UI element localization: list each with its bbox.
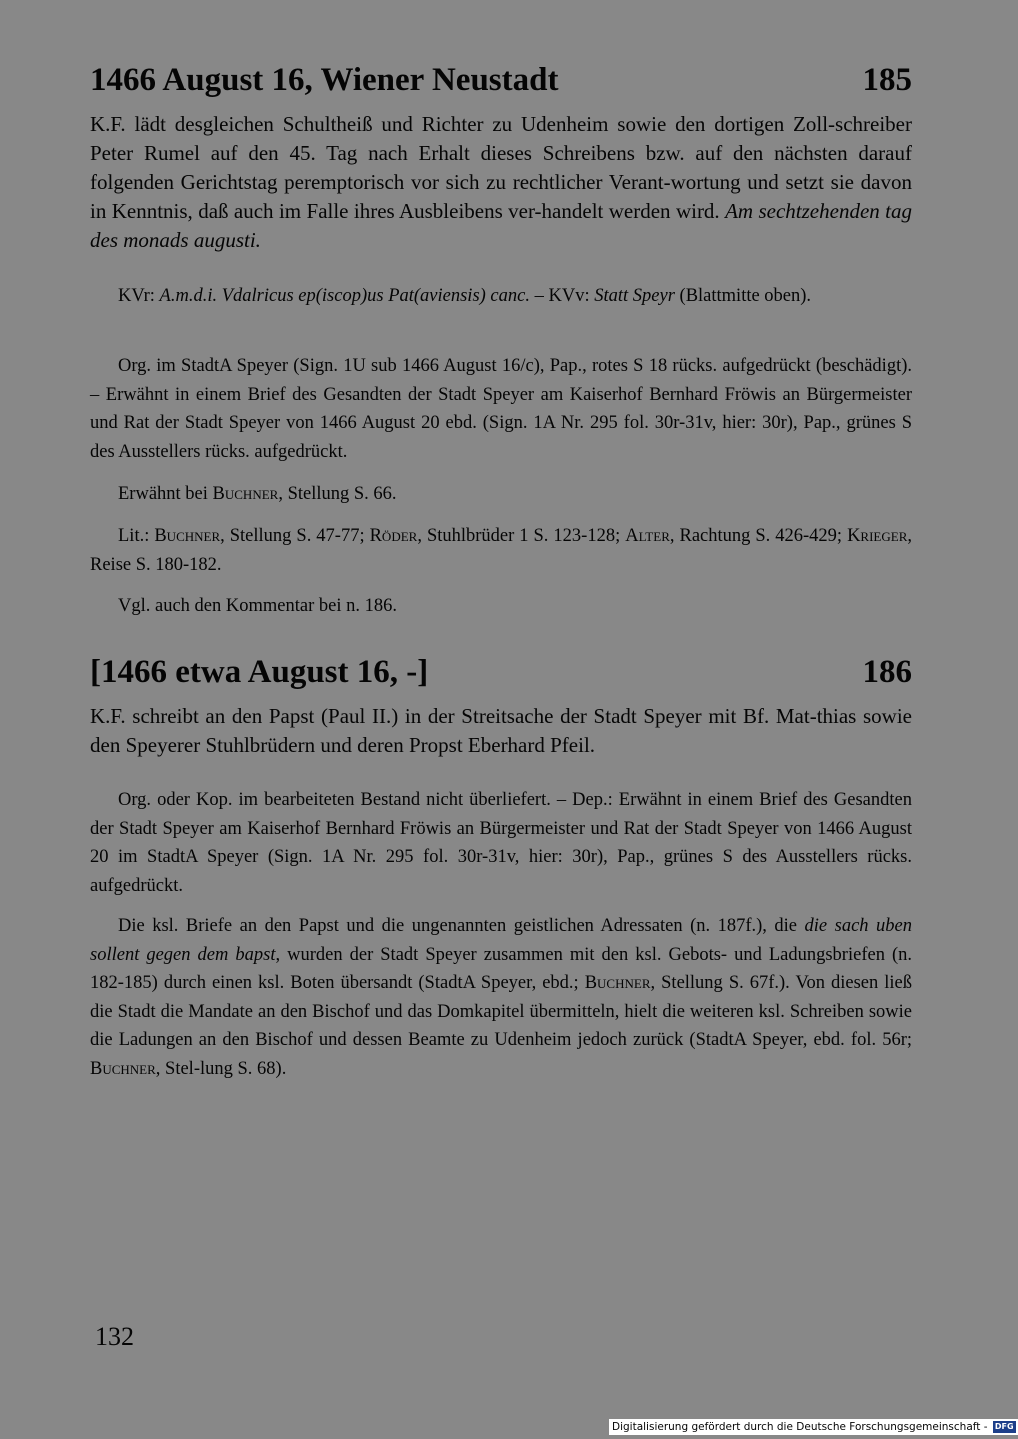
- entry-186-number: 186: [862, 654, 912, 690]
- vgl-text: Vgl. auch den Kommentar bei n. 186.: [118, 596, 397, 616]
- comment-quote: die sach uben sollent gegen dem bapst: [90, 916, 912, 965]
- lit-text-4: , Reise S. 180-182.: [90, 526, 912, 575]
- entry-185-erwaehnt: [90, 480, 912, 509]
- entry-186-source: [90, 786, 912, 900]
- source-text: Org. oder Kop. im bearbeiteten Bestand nicht überliefert. – Dep.: Erwähnt in einem Brief des Gesandten der Stadt Speyer am Kaiserhof Bernhard Fröwis an Bürgermeister und Rat der Stadt Speyer von 1466 August 20 im StadtA Speyer (Sign. 1A Nr. 295 fol. 30r-31v, hier: 30r), Pap., grünes S des Ausstellers rücks. aufgedrückt.: [90, 790, 912, 896]
- entry-185-source: [90, 352, 912, 466]
- kv-recto-text: A.m.d.i. Vdalricus ep(iscop)us Pat(aviensis) canc.: [159, 286, 530, 306]
- lit-author-1: Buchner: [154, 526, 221, 546]
- lit-text-3: , Rachtung S. 426-429;: [669, 526, 848, 546]
- page-number: 132: [95, 1322, 134, 1351]
- entry-185-date: 1466 August 16, Wiener Neustadt: [90, 62, 559, 98]
- entry-185-regest: [90, 110, 912, 255]
- kv-tail: (Blattmitte oben).: [679, 286, 812, 306]
- lit-author-4: Krieger: [847, 526, 908, 546]
- erwaehnt-rest: , Stellung S. 66.: [278, 484, 397, 504]
- comment-text-1: Die ksl. Briefe an den Papst und die ungenannten geistlichen Adressaten (n. 187f.), die: [118, 916, 805, 936]
- kv-verso-text: Statt Speyr: [594, 286, 675, 306]
- regest-quote: Am sechtzehenden tag des monads augusti.: [90, 199, 912, 252]
- kv-verso-label: KVv:: [548, 286, 590, 306]
- lit-text-1: , Stellung S. 47-77;: [220, 526, 370, 546]
- regest-text: K.F. schreibt an den Papst (Paul II.) in der Streitsache der Stadt Speyer mit Bf. Mat-thias sowie den Speyerer Stuhlbrüdern und deren Propst Eberhard Pfeil.: [90, 704, 912, 757]
- funding-footer: [609, 1419, 1018, 1435]
- lit-author-3: Alter: [625, 526, 670, 546]
- entry-186-date: [1466 etwa August 16, -]: [90, 654, 429, 690]
- dfg-logo: DFG: [994, 1422, 1014, 1431]
- comment-author-2: Buchner: [90, 1058, 156, 1079]
- source-text: Org. im StadtA Speyer (Sign. 1U sub 1466 August 16/c), Pap., rotes S 18 rücks. aufgedrückt (beschädigt). – Erwähnt in einem Brief des Gesandten der Stadt Speyer am Kaiserhof Bernhard Fröwis an Bürgermeister und Rat der Stadt Speyer von 1466 August 20 ebd. (Sign. 1A Nr. 295 fol. 30r-31v, hier: 30r), Pap., grünes S des Ausstellers rücks. aufgedrückt.: [90, 356, 912, 462]
- regest-text: K.F. lädt desgleichen Schultheiß und Richter zu Udenheim sowie den dortigen Zoll-schreiber Peter Rumel auf den 45. Tag nach Erhalt dieses Schreibens bzw. auf den nächsten darauf folgenden Gerichtstag peremptorisch vor sich zu rechtlicher Verant-wortung und setzt sie davon in Kenntnis, daß auch im Falle ihres Ausbleibens ver-handelt werden wird.: [90, 112, 912, 223]
- lit-text-2: , Stuhlbrüder 1 S. 123-128;: [417, 526, 626, 546]
- comment-author-1: Buchner: [584, 973, 651, 993]
- entry-185-vgl: [90, 592, 912, 621]
- erwaehnt-prefix: Erwähnt bei: [118, 484, 213, 504]
- kv-recto-label: KVr:: [118, 286, 155, 306]
- comment-text-4: , Stel-lung S. 68).: [155, 1058, 287, 1079]
- lit-prefix: Lit.:: [118, 526, 155, 546]
- entry-185-number: 185: [862, 62, 912, 98]
- entry-186-comment: [90, 912, 912, 1083]
- erwaehnt-author: Buchner: [212, 484, 279, 504]
- comment-text-2: , wurden der Stadt Speyer zusammen mit den ksl. Gebots- und Ladungsbriefen (n. 182-185) durch einen ksl. Boten übersandt (StadtA Speyer, ebd.;: [90, 944, 912, 993]
- lit-author-2: Röder: [369, 526, 418, 546]
- footer-text: Digitalisierung gefördert durch die Deutsche Forschungsgemeinschaft -: [612, 1421, 988, 1433]
- comment-text-3: , Stellung S. 67f.). Von diesen ließ die Stadt die Mandate an den Bischof und das Domkapitel übermitteln, hielt die weiteren ksl. Schreiben sowie die Ladungen an den Bischof und dessen Beamte zu Udenheim jedoch zurück (StadtA Speyer, ebd. fol. 56r;: [90, 973, 912, 1050]
- kv-dash: –: [529, 286, 549, 306]
- entry-185-literature: [90, 522, 912, 579]
- entry-186-regest: [90, 702, 912, 760]
- entry-185-kanzleivermerk: [90, 282, 912, 311]
